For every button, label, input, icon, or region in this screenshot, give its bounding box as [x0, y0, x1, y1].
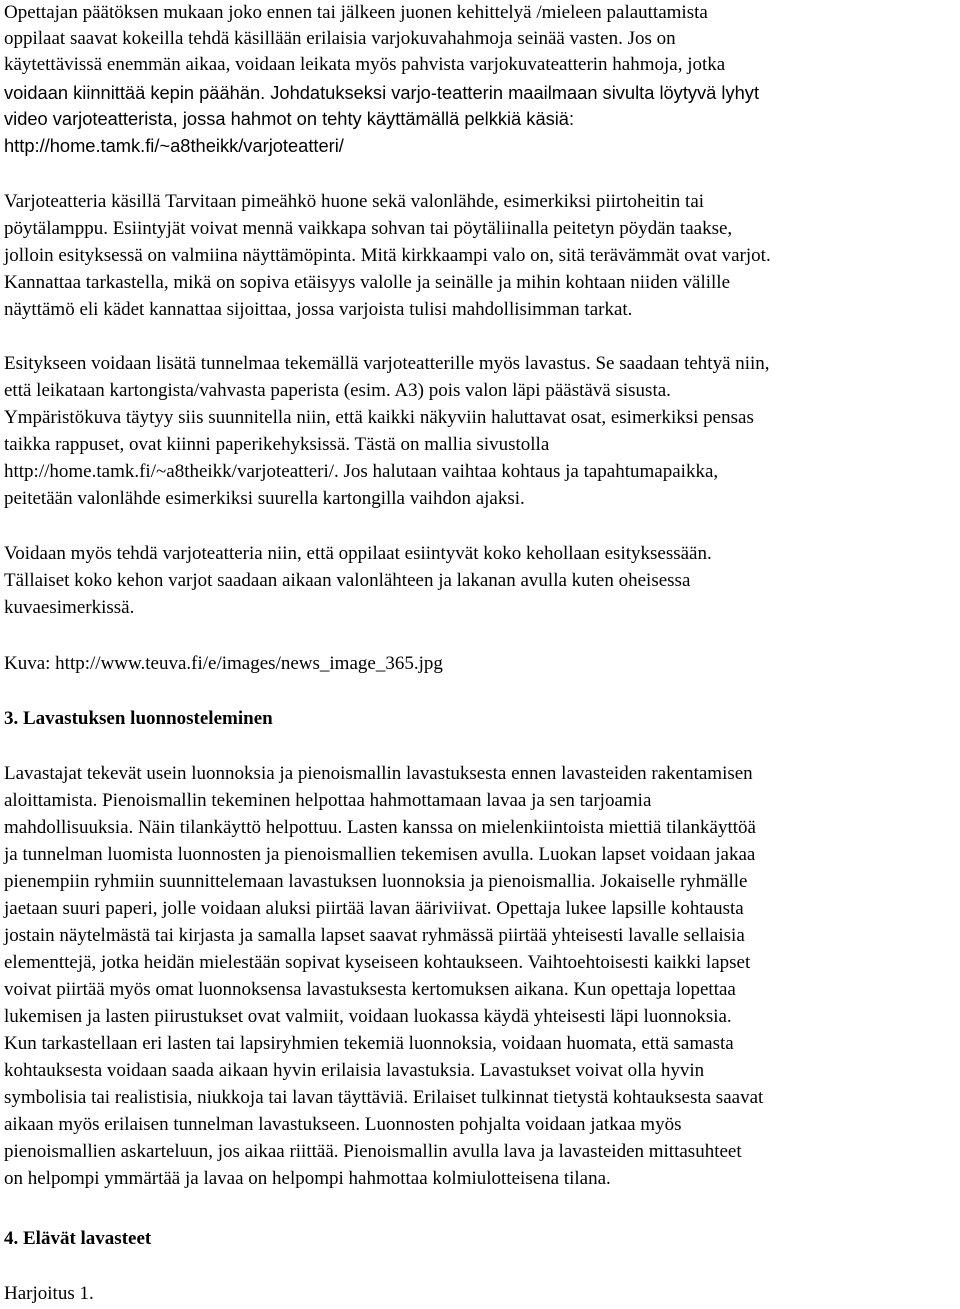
text-line: Esitykseen voidaan lisätä tunnelmaa tekemällä varjoteatterille myös lavastus. Se saadaan tehtyä niin, — [4, 353, 770, 374]
text-line: Tällaiset koko kehon varjot saadaan aikaan valonlähteen ja lakanan avulla kuten oheisessa — [4, 570, 691, 591]
text-line: symbolisia tai realistisia, niukkoja tai lavan täyttäviä. Erilaiset tulkinnat tietystä kohtauksesta saavat — [4, 1087, 764, 1108]
text-line: pöytälamppu. Esiintyjät voivat mennä vaikkapa sohvan tai pöytäliinalla peitetyn pöydän taakse, — [4, 218, 733, 239]
text-line: Kun tarkastellaan eri lasten tai lapsiryhmien tekemiä luonnoksia, voidaan huomata, että samasta — [4, 1033, 734, 1054]
text-line: lukemisen ja lasten piirustukset ovat valmiit, voidaan luokassa käydä yhteisesti läpi luonnoksia. — [4, 1006, 732, 1027]
text-line: että leikataan kartongista/vahvasta paperista (esim. A3) pois valon läpi päästävä sisusta. — [4, 380, 671, 401]
text-line: Varjoteatteria käsillä Tarvitaan pimeähkö huone sekä valonlähde, esimerkiksi piirtoheitin tai — [4, 191, 705, 212]
exercise-label: Harjoitus 1. — [4, 1283, 94, 1304]
text-line: elementtejä, jotka heidän mielestään sopivat kyseiseen kohtaukseen. Vaihtoehtoisesti kaikki lapset — [4, 952, 751, 973]
text-line: ja tunnelman luomista luonnosten ja pienoismallien tekemisen avulla. Luokan lapset voidaan jakaa — [4, 844, 756, 865]
text-line: näyttämö eli kädet kannattaa sijoittaa, jossa varjoista tulisi mahdollisimman tarkat. — [4, 299, 633, 320]
text-line: kuvaesimerkissä. — [4, 597, 135, 618]
text-line: Lavastajat tekevät usein luonnoksia ja pienoismallin lavastuksesta ennen lavasteiden rakentamisen — [4, 763, 753, 784]
section-heading-3: 3. Lavastuksen luonnosteleminen — [4, 708, 273, 729]
text-line: Opettajan päätöksen mukaan joko ennen tai jälkeen juonen kehittelyä /mieleen palauttamista — [4, 2, 708, 23]
text-line: taikka rappuset, ovat kiinni paperikehyksissä. Tästä on mallia sivustolla — [4, 434, 550, 455]
text-line: jostain näytelmästä tai kirjasta ja samalla lapset saavat ryhmässä piirtää yhteisesti lavalle sellaisia — [4, 925, 745, 946]
section-heading-4: 4. Elävät lavasteet — [4, 1228, 152, 1249]
text-line: mahdollisuuksia. Näin tilankäyttö helpottuu. Lasten kanssa on mielenkiintoista miettiä tilankäyttöä — [4, 817, 756, 838]
text-line: pienoismallien askarteluun, jos aikaa riittää. Pienoismallin avulla lava ja lavasteiden mittasuhteet — [4, 1141, 742, 1162]
text-line: pienempiin ryhmiin suunnittelemaan lavastuksen luonnoksia ja pienoismallia. Jokaiselle ryhmälle — [4, 871, 748, 892]
image-caption: Kuva: http://www.teuva.fi/e/images/news_image_365.jpg — [4, 653, 443, 674]
text-line: Ympäristökuva täytyy siis suunnitella niin, että kaikki näkyviin haluttavat osat, esimerkiksi pensas — [4, 407, 754, 428]
text-line: aloittamista. Pienoismallin tekeminen helpottaa hahmottamaan lavaa ja sen tarjoamia — [4, 790, 652, 811]
text-line: on helpompi ymmärtää ja lavaa on helpompi hahmottaa kolmiulotteisena tilana. — [4, 1168, 611, 1189]
text-line: jolloin esityksessä on valmiina näyttämöpinta. Mitä kirkkaampi valo on, sitä terävämmät ovat varjot. — [4, 245, 771, 266]
text-line: video varjoteatterista, jossa hahmot on tehty käyttämällä pelkkiä käsiä: — [4, 108, 575, 129]
text-line: Kannattaa tarkastella, mikä on sopiva etäisyys valolle ja seinälle ja mihin kohtaan niiden välille — [4, 272, 730, 293]
text-line: voivat piirtää myös omat luonnoksensa lavastuksesta kertomuksen aikana. Kun opettaja lopettaa — [4, 979, 736, 1000]
text-line: aikaan myös erilaisen tunnelman lavastukseen. Luonnosten pohjalta voidaan jatkaa myös — [4, 1114, 682, 1135]
text-line: peitetään valonlähde esimerkiksi suurella kartongilla vaihdon ajaksi. — [4, 488, 525, 509]
url-link[interactable]: http://home.tamk.fi/~a8theikk/varjoteatteri/ — [4, 135, 344, 156]
text-line: Voidaan myös tehdä varjoteatteria niin, että oppilaat esiintyvät koko kehollaan esityksessään. — [4, 543, 712, 564]
text-line: jaetaan suuri paperi, jolle voidaan aluksi piirtää lavan ääriviivat. Opettaja lukee lapsille kohtausta — [4, 898, 744, 919]
text-line: käytettävissä enemmän aikaa, voidaan leikata myös pahvista varjokuvateatterin hahmoja, jotka — [4, 54, 726, 75]
text-line: kohtauksesta voidaan saada aikaan hyvin erilaisia lavastuksia. Lavastukset voivat olla hyvin — [4, 1060, 705, 1081]
text-line: oppilaat saavat kokeilla tehdä käsillään erilaisia varjokuvahahmoja seinää vasten. Jos on — [4, 28, 676, 49]
text-line: voidaan kiinnittää kepin päähän. Johdatukseksi varjo-teatterin maailmaan sivulta löytyvä lyhyt — [4, 82, 760, 103]
text-line: http://home.tamk.fi/~a8theikk/varjoteatteri/. Jos halutaan vaihtaa kohtaus ja tapahtumapaikka, — [4, 461, 719, 482]
